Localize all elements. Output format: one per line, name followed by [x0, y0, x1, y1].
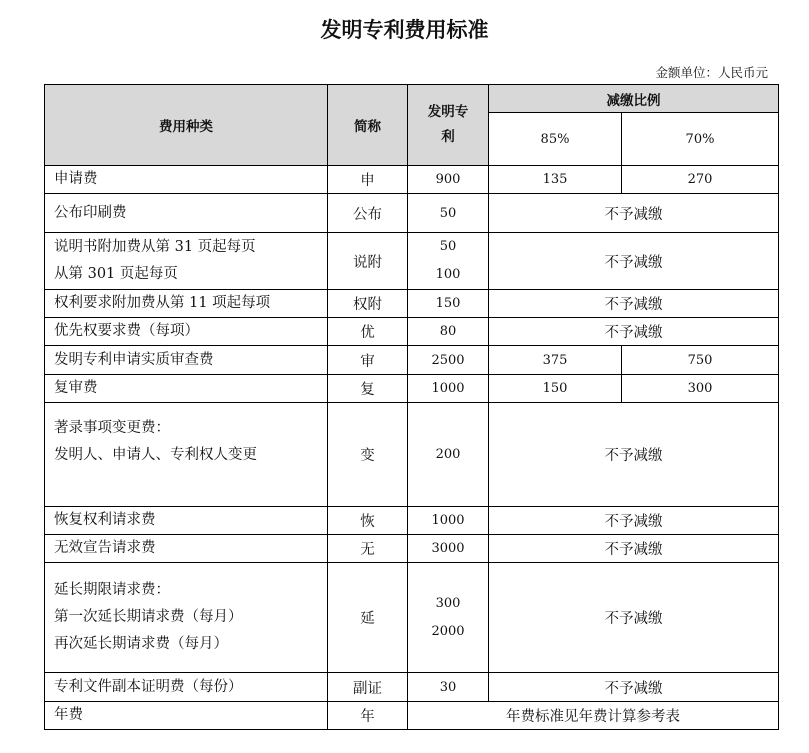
fee-amount: 30 [408, 673, 489, 702]
table-row [45, 318, 779, 346]
fee-amount-line: 300 [435, 595, 461, 611]
header-abbreviation: 简称 [328, 85, 408, 166]
fee-name-line: 再次延长期请求费（每月） [54, 636, 228, 652]
fee-abbr: 公布 [328, 194, 408, 233]
fee-abbr: 优 [328, 318, 408, 346]
fee-abbr: 申 [328, 166, 408, 194]
fee-name-line: 著录事项变更费： [54, 420, 170, 436]
fee-name: 优先权要求费（每项） [45, 318, 328, 346]
header-reduction-ratio: 减缴比例 [489, 85, 779, 113]
fee-abbr: 无 [328, 535, 408, 563]
no-reduction-note: 不予减缴 [489, 194, 779, 233]
fee-name: 权利要求附加费从第 11 项起每项 [45, 290, 328, 318]
fee-85: 135 [489, 166, 622, 194]
table-row [45, 403, 779, 507]
fee-amount [408, 233, 489, 290]
table-row [45, 290, 779, 318]
table-row [45, 535, 779, 563]
fee-name: 申请费 [45, 166, 328, 194]
fee-amount: 1000 [408, 507, 489, 535]
page-title: 发明专利费用标准 [320, 18, 489, 42]
no-reduction-note: 不予减缴 [489, 233, 779, 290]
table-row [45, 375, 779, 403]
fee-abbr: 恢 [328, 507, 408, 535]
fee-name: 公布印刷费 [45, 194, 328, 233]
table-row [45, 346, 779, 375]
no-reduction-note: 不予减缴 [489, 535, 779, 563]
no-reduction-note: 不予减缴 [489, 563, 779, 673]
no-reduction-note: 不予减缴 [489, 318, 779, 346]
fee-70: 270 [622, 166, 779, 194]
fee-70: 750 [622, 346, 779, 375]
fee-name [45, 563, 328, 673]
fee-name-line: 说明书附加费从第 31 页起每页 [54, 239, 256, 255]
table-header-row [45, 85, 779, 113]
table-row [45, 507, 779, 535]
header-fee-type: 费用种类 [45, 85, 328, 166]
fee-name-line: 延长期限请求费： [54, 582, 170, 598]
fee-name: 专利文件副本证明费（每份） [45, 673, 328, 702]
table-row [45, 166, 779, 194]
table-row [45, 194, 779, 233]
fee-amount: 80 [408, 318, 489, 346]
fee-name [45, 233, 328, 290]
no-reduction-note: 不予减缴 [489, 403, 779, 507]
table-row [45, 563, 779, 673]
header-invention-patent [408, 85, 489, 166]
fee-name-line: 从第 301 页起每页 [54, 266, 178, 282]
fee-name-line: 第一次延长期请求费（每月） [54, 609, 243, 625]
fee-name: 发明专利申请实质审查费 [45, 346, 328, 375]
fee-name: 复审费 [45, 375, 328, 403]
currency-unit-note: 金额单位：人民币元 [655, 65, 768, 80]
fee-name: 年费 [45, 702, 328, 730]
fee-amount: 50 [408, 194, 489, 233]
fee-amount: 2500 [408, 346, 489, 375]
no-reduction-note: 不予减缴 [489, 507, 779, 535]
fee-name: 无效宣告请求费 [45, 535, 328, 563]
fee-amount: 200 [408, 403, 489, 507]
fee-amount-line: 2000 [431, 623, 465, 639]
fee-name [45, 403, 328, 507]
fee-amount [408, 563, 489, 673]
fee-abbr: 延 [328, 563, 408, 673]
fee-amount-line: 100 [435, 267, 461, 282]
header-invention-patent-label: 发明专利 [427, 104, 469, 145]
fee-abbr: 变 [328, 403, 408, 507]
fee-amount: 3000 [408, 535, 489, 563]
fee-abbr: 说附 [328, 233, 408, 290]
fee-amount: 900 [408, 166, 489, 194]
fee-abbr: 副证 [328, 673, 408, 702]
fee-abbr: 审 [328, 346, 408, 375]
table-row [45, 702, 779, 730]
header-70-percent: 70% [622, 113, 779, 166]
fee-table [44, 84, 779, 730]
fee-abbr: 权附 [328, 290, 408, 318]
fee-85: 150 [489, 375, 622, 403]
annual-fee-note: 年费标准见年费计算参考表 [408, 702, 779, 730]
table-row [45, 673, 779, 702]
fee-amount: 150 [408, 290, 489, 318]
fee-name: 恢复权利请求费 [45, 507, 328, 535]
fee-name-line: 发明人、申请人、专利权人变更 [54, 447, 257, 463]
no-reduction-note: 不予减缴 [489, 673, 779, 702]
header-85-percent: 85% [489, 113, 622, 166]
table-row [45, 233, 779, 290]
fee-70: 300 [622, 375, 779, 403]
fee-amount: 1000 [408, 375, 489, 403]
fee-85: 375 [489, 346, 622, 375]
fee-abbr: 复 [328, 375, 408, 403]
no-reduction-note: 不予减缴 [489, 290, 779, 318]
fee-amount-line: 50 [439, 239, 457, 254]
fee-abbr: 年 [328, 702, 408, 730]
